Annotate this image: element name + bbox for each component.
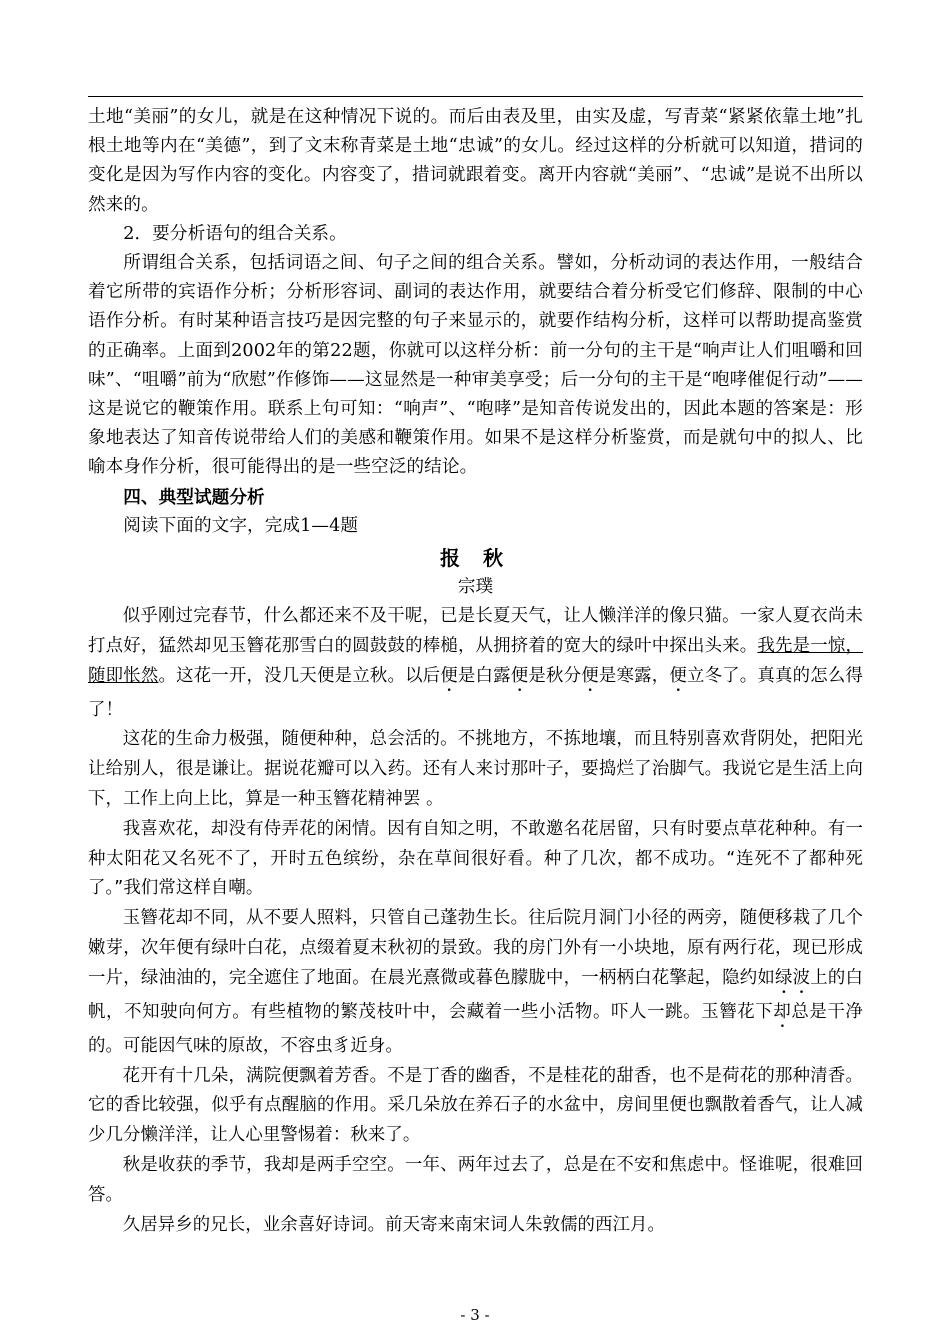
page-body xyxy=(88,96,863,1240)
story-paragraph-6: 秋是收获的季节，我却是两手空空。一年、两年过去了，总是在不安和焦虑中。怪谁呢，很难回答。 xyxy=(88,1155,863,1205)
story-paragraph-1 xyxy=(88,602,863,725)
header-rule xyxy=(88,96,863,97)
dotted-word: 绿波 xyxy=(775,967,811,988)
story-paragraph-5: 花开有十几朵，满院便飘着芳香。不是丁香的幽香，不是桂花的甜香，也不是荷花的那种清香。它的香比较强，似乎有点醒脑的作用。采几朵放在养石子的水盆中，房间里便也飘散着香气，让人减少几分懒洋洋，让人心里警惕着：秋来了。 xyxy=(88,1065,863,1146)
analysis-point-2: 2．要分析语句的组合关系。 xyxy=(123,223,347,244)
analysis-paragraph-1: 土地“美丽”的女儿，就是在这种情况下说的。而后由表及里，由实及虚，写青菜“紧紧依靠土地”扎根土地等内在“美德”，到了文末称青菜是土地“忠诚”的女儿。经过这样的分析就可以知道，措词的变化是因为写作内容的变化。内容变了，措词就跟着变。离开内容就“美丽”、“忠诚”是说不出所以然来的。 xyxy=(88,107,863,215)
story-p1-text-6: 立冬了。真真的怎么得了！ xyxy=(88,665,863,720)
story-p1-text: 似乎刚过完春节，什么都还来不及干呢，已是长夏天气，让人懒洋洋的像只猫。一家人夏衣尚未打点好，猛然却见玉簪花那雪白的圆鼓鼓的棒槌，从拥挤着的宽大的绿叶中探出头来。 xyxy=(88,606,863,656)
story-paragraph-7: 久居异乡的兄长，业余喜好诗词。前天寄来南宋词人朱敦儒的西江月。 xyxy=(122,1214,666,1235)
story-paragraph-2: 这花的生命力极强，随便种种，总会活的。不挑地方，不拣地壤，而且特别喜欢背阴处，把阳光让给别人，很是谦让。据说花瓣可以入药。还有人来讨那叶子，要捣烂了治脚气。我说它是生活上向下，工作上向上比，算是一种玉簪花精神罢 。 xyxy=(88,729,863,810)
analysis-paragraph-2: 所谓组合关系，包括词语之间、句子之间的组合关系。譬如，分析动词的表达作用，一般结合着它所带的宾语作分析；分析形容词、副词的表达作用，就要结合着分析受它们修辞、限制的中心语作分析。有时某种语言技巧是因完整的句子来显示的，就要作结构分析，这样可以帮助提高鉴赏的正确率。上面到2002年的第22题，你就可以这样分析：前一分句的主干是“响声让人们咀嚼和回味”、“咀嚼”前为“欣慰”作修饰——这显然是一种审美享受；后一分句的主干是“咆哮催促行动”——这是说它的鞭策作用。联系上句可知：“响声”、“咆哮”是知音传说发出的，因此本题的答案是：形象地表达了知音传说带给人们的美感和鞭策作用。如果不是这样分析鉴赏，而是就句中的拟人、比喻本身作分析，很可能得出的是一些空泛的结论。 xyxy=(88,253,863,478)
dotted-char: 便 xyxy=(669,665,687,686)
story-p4-text-3: 总是干净的。可能因气味的原故，不容虫豸近身。 xyxy=(88,1001,863,1056)
story-p1-text-3: 是白露 xyxy=(457,665,511,686)
story-paragraph-3: 我喜欢花，却没有侍弄花的闲情。因有自知之明，不敢邀名花居留，只有时要点草花种种。有一种太阳花又名死不了，开时五色缤纷，杂在草间很好看。种了几次，都不成功。“连死不了都种死了。”我们常这样自嘲。 xyxy=(88,818,863,899)
dotted-char: 却 xyxy=(773,1001,792,1022)
story-author: 宗璞 xyxy=(457,577,494,598)
story-paragraph-4 xyxy=(88,904,863,1061)
dotted-char: 便 xyxy=(581,665,599,686)
story-text xyxy=(88,602,863,1240)
story-p4-text-2: 上的白帆，不知驶向何方。有些植物的繁茂枝叶中，会藏着一些小活物。吓人一跳。玉簪花下 xyxy=(88,967,863,1022)
dotted-char: 便 xyxy=(440,665,458,686)
section-heading: 四、典型试题分析 xyxy=(123,486,265,508)
story-p1-text-4: 是秋分 xyxy=(528,665,582,686)
section-instruction: 阅读下面的文字，完成1—4题 xyxy=(123,515,359,536)
dotted-char: 便 xyxy=(510,665,529,686)
story-title: 报 秋 xyxy=(440,546,511,571)
underlined-sentence: 我先是一惊，随即怅然 xyxy=(88,635,863,686)
story-p1-text-2: 。这花一开，没几天便是立秋。以后 xyxy=(158,665,441,686)
page-number: - 3 - xyxy=(460,1306,490,1324)
story-p1-text-5: 是寒露， xyxy=(598,665,670,686)
story-p4-text: 玉簪花却不同，从不要人照料，只管自己蓬勃生长。往后院月洞门小径的两旁，随便移栽了几个嫩芽，次年便有绿叶白花，点缀着夏末秋初的景致。我的房门外有一小块地，原有两行花，现已形成一片，绿油油的，完全遮住了地面。在晨光熹微或暮色朦胧中，一柄柄白花擎起，隐约如 xyxy=(88,908,863,988)
